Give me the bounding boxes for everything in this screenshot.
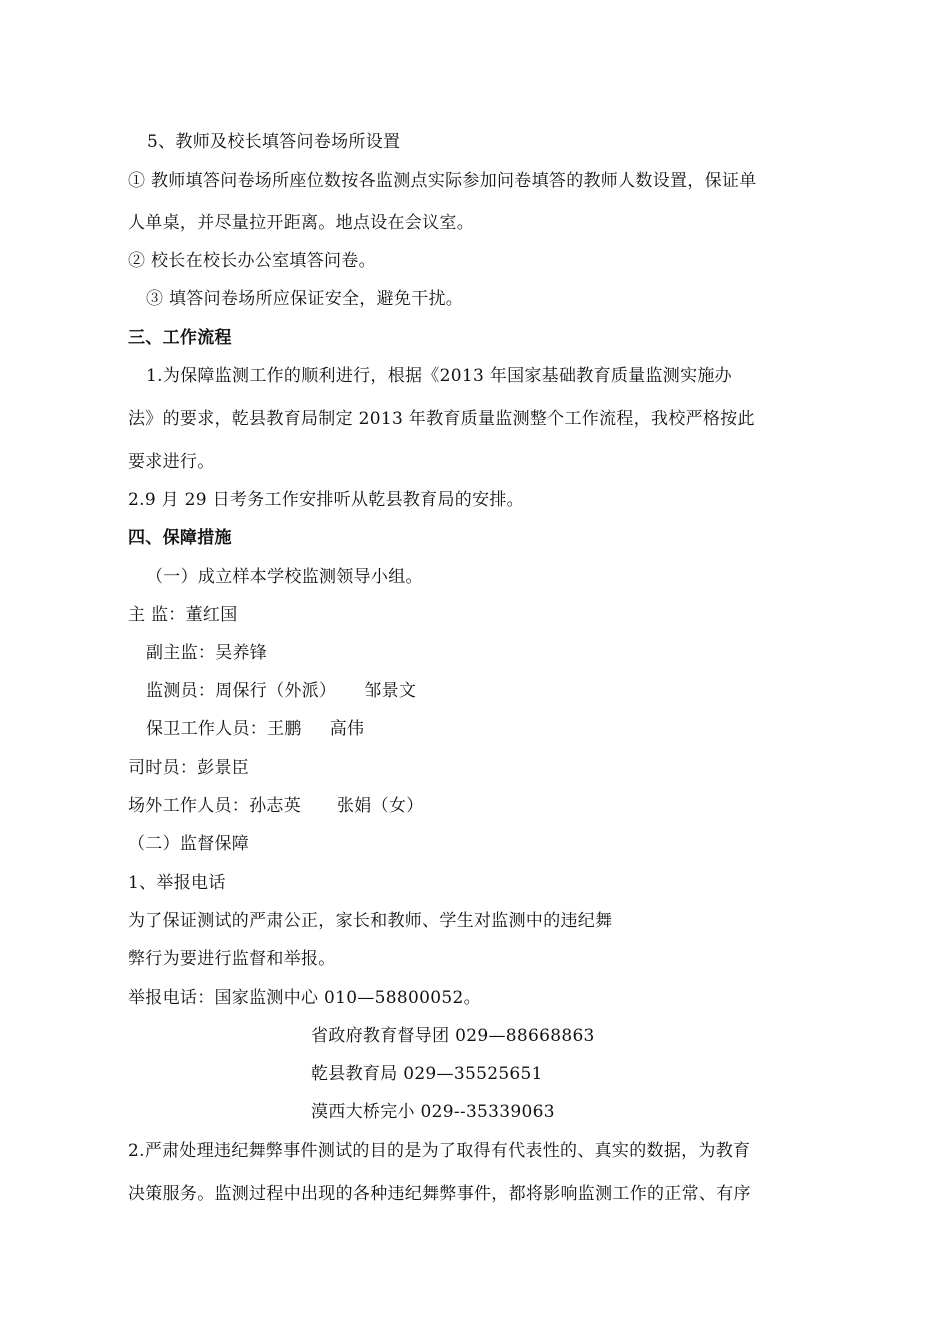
paragraph-line: 2.9 月 29 日考务工作安排听从乾县教育局的安排。 — [128, 490, 524, 510]
phone-line: 乾县教育局 029—35525651 — [311, 1064, 543, 1084]
phone-line: 省政府教育督导团 029—88668863 — [311, 1026, 595, 1046]
paragraph-line: 要求进行。 — [128, 452, 215, 472]
staff-name: 高伟 — [329, 719, 365, 739]
paragraph-line: ③ 填答问卷场所应保证安全，避免干扰。 — [146, 289, 464, 309]
staff-line — [146, 680, 416, 702]
heading-workflow: 三、工作流程 — [128, 328, 232, 348]
staff-name: 场外工作人员：孙志英 — [128, 796, 301, 816]
section-5-title: 5、教师及校长填答问卷场所设置 — [147, 132, 401, 152]
paragraph-line: 法》的要求，乾县教育局制定 2013 年教育质量监测整个工作流程，我校严格按此 — [128, 409, 755, 429]
paragraph-line: 2.严肃处理违纪舞弊事件测试的目的是为了取得有代表性的、真实的数据，为教育 — [128, 1141, 751, 1161]
paragraph-line: 决策服务。监测过程中出现的各种违纪舞弊事件，都将影响监测工作的正常、有序 — [128, 1184, 751, 1204]
paragraph-line: 人单桌，并尽量拉开距离。地点设在会议室。 — [128, 213, 474, 233]
paragraph-line: ② 校长在校长办公室填答问卷。 — [128, 251, 376, 271]
report-title: 1、举报电话 — [128, 873, 226, 893]
phone-line: 举报电话：国家监测中心 010—58800052。 — [128, 988, 481, 1008]
staff-line — [128, 795, 424, 817]
staff-name: 张娟（女） — [337, 796, 424, 816]
paragraph-line: 为了保证测试的严肃公正，家长和教师、学生对监测中的违纪舞 — [128, 911, 613, 931]
subheading: （二）监督保障 — [128, 834, 250, 854]
subheading: （一）成立样本学校监测领导小组。 — [146, 567, 423, 587]
staff-line: 副主监：吴养锋 — [146, 643, 268, 663]
heading-safeguards: 四、保障措施 — [128, 528, 232, 548]
paragraph-line: 弊行为要进行监督和举报。 — [128, 949, 336, 969]
phone-line: 漠西大桥完小 029--35339063 — [311, 1102, 555, 1122]
staff-line: 主 监：董红国 — [128, 605, 238, 625]
paragraph-line: ① 教师填答问卷场所座位数按各监测点实际参加问卷填答的教师人数设置，保证单 — [128, 171, 757, 191]
staff-line — [146, 718, 364, 740]
staff-name: 邹景文 — [364, 681, 417, 701]
paragraph-line: 1.为保障监测工作的顺利进行，根据《2013 年国家基础教育质量监测实施办 — [146, 366, 732, 386]
staff-name: 监测员：周保行（外派） — [146, 681, 337, 701]
staff-name: 保卫工作人员：王鹏 — [146, 719, 302, 739]
staff-line: 司时员：彭景臣 — [128, 758, 250, 778]
